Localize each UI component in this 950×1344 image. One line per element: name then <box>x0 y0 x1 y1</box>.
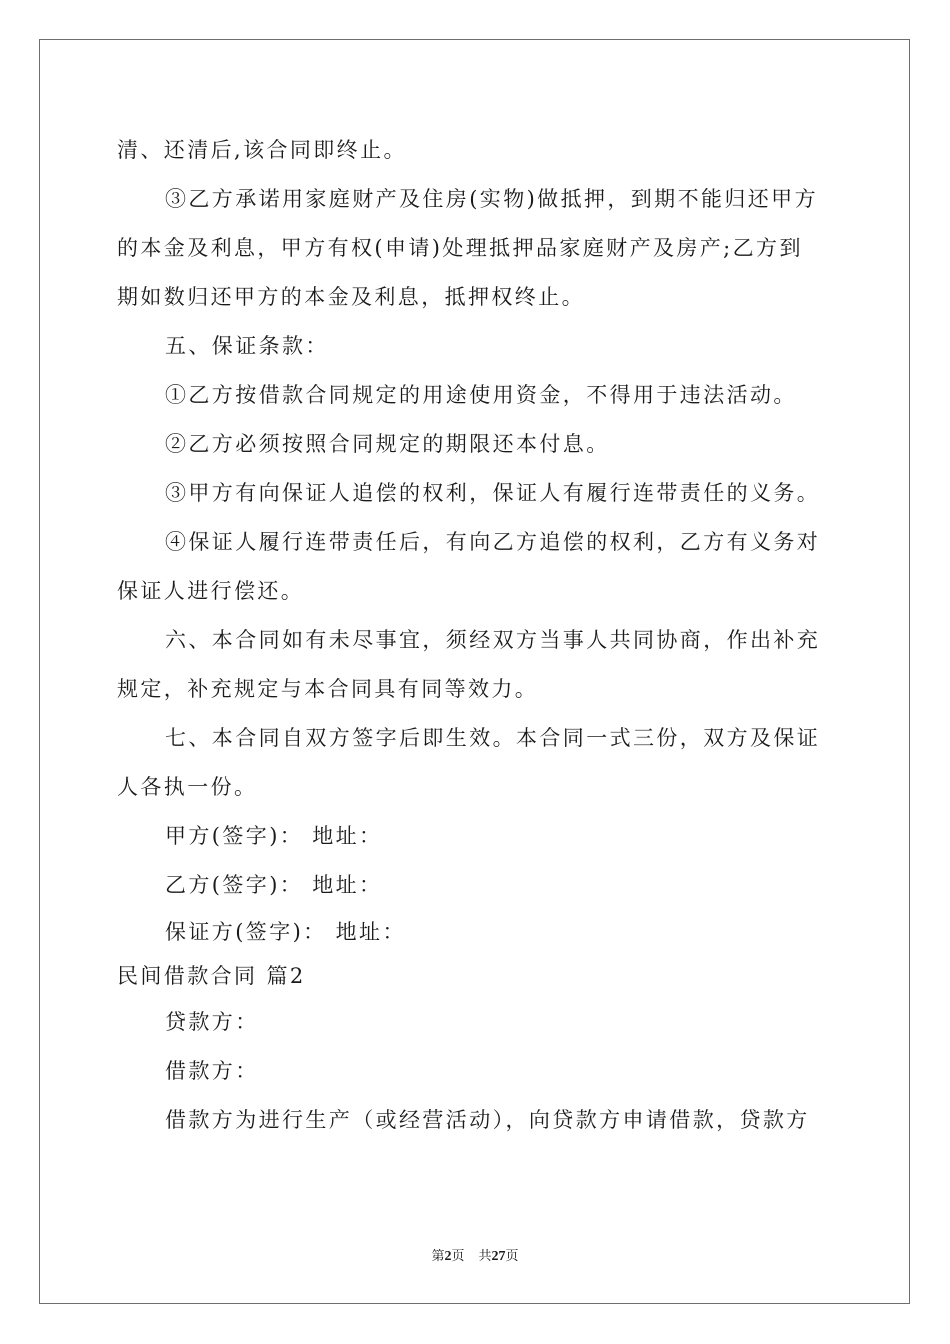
page-prefix: 第 <box>431 1249 445 1264</box>
page-number: 2 <box>444 1249 452 1264</box>
text-line: 借款方为进行生产（或经营活动），向贷款方申请借款，贷款方 <box>165 1108 810 1132</box>
text-line: 规定，补充规定与本合同具有同等效力。 <box>117 677 539 701</box>
text-line: 人各执一份。 <box>117 775 258 799</box>
text-line: ②乙方必须按照合同规定的期限还本付息。 <box>165 432 610 456</box>
text-line: ④保证人履行连带责任后，有向乙方追偿的权利，乙方有义务对 <box>165 530 821 554</box>
total-prefix: 共 <box>478 1249 492 1264</box>
page-suffix: 页 <box>451 1249 465 1264</box>
lender-field: 贷款方： <box>165 1010 259 1034</box>
text-line: 六、本合同如有未尽事宜，须经双方当事人共同协商，作出补充 <box>165 628 821 652</box>
contract-title: 民间借款合同 篇2 <box>117 964 306 988</box>
total-pages: 27 <box>491 1249 506 1264</box>
text-line: 七、本合同自双方签字后即生效。本合同一式三份，双方及保证 <box>165 726 821 750</box>
text-line: ①乙方按借款合同规定的用途使用资金，不得用于违法活动。 <box>165 383 797 407</box>
section-heading: 五、保证条款： <box>165 334 329 358</box>
document-body <box>117 126 837 1145</box>
text-line: 保证人进行偿还。 <box>117 579 305 603</box>
borrower-field: 借款方： <box>165 1059 259 1083</box>
signature-line-party-a: 甲方(签字)： 地址： <box>165 824 383 848</box>
total-suffix: 页 <box>505 1249 519 1264</box>
page-footer <box>0 1245 950 1265</box>
signature-line-guarantor: 保证方(签字)： 地址： <box>165 920 406 944</box>
text-line: 期如数归还甲方的本金及利息，抵押权终止。 <box>117 285 585 309</box>
text-line: 清、还清后,该合同即终止。 <box>117 138 407 162</box>
text-line: ③甲方有向保证人追偿的权利，保证人有履行连带责任的义务。 <box>165 481 821 505</box>
text-line: ③乙方承诺用家庭财产及住房(实物)做抵押，到期不能归还甲方 <box>165 187 818 211</box>
signature-line-party-b: 乙方(签字)： 地址： <box>165 873 383 897</box>
text-line: 的本金及利息，甲方有权(申请)处理抵押品家庭财产及房产;乙方到 <box>117 236 803 260</box>
